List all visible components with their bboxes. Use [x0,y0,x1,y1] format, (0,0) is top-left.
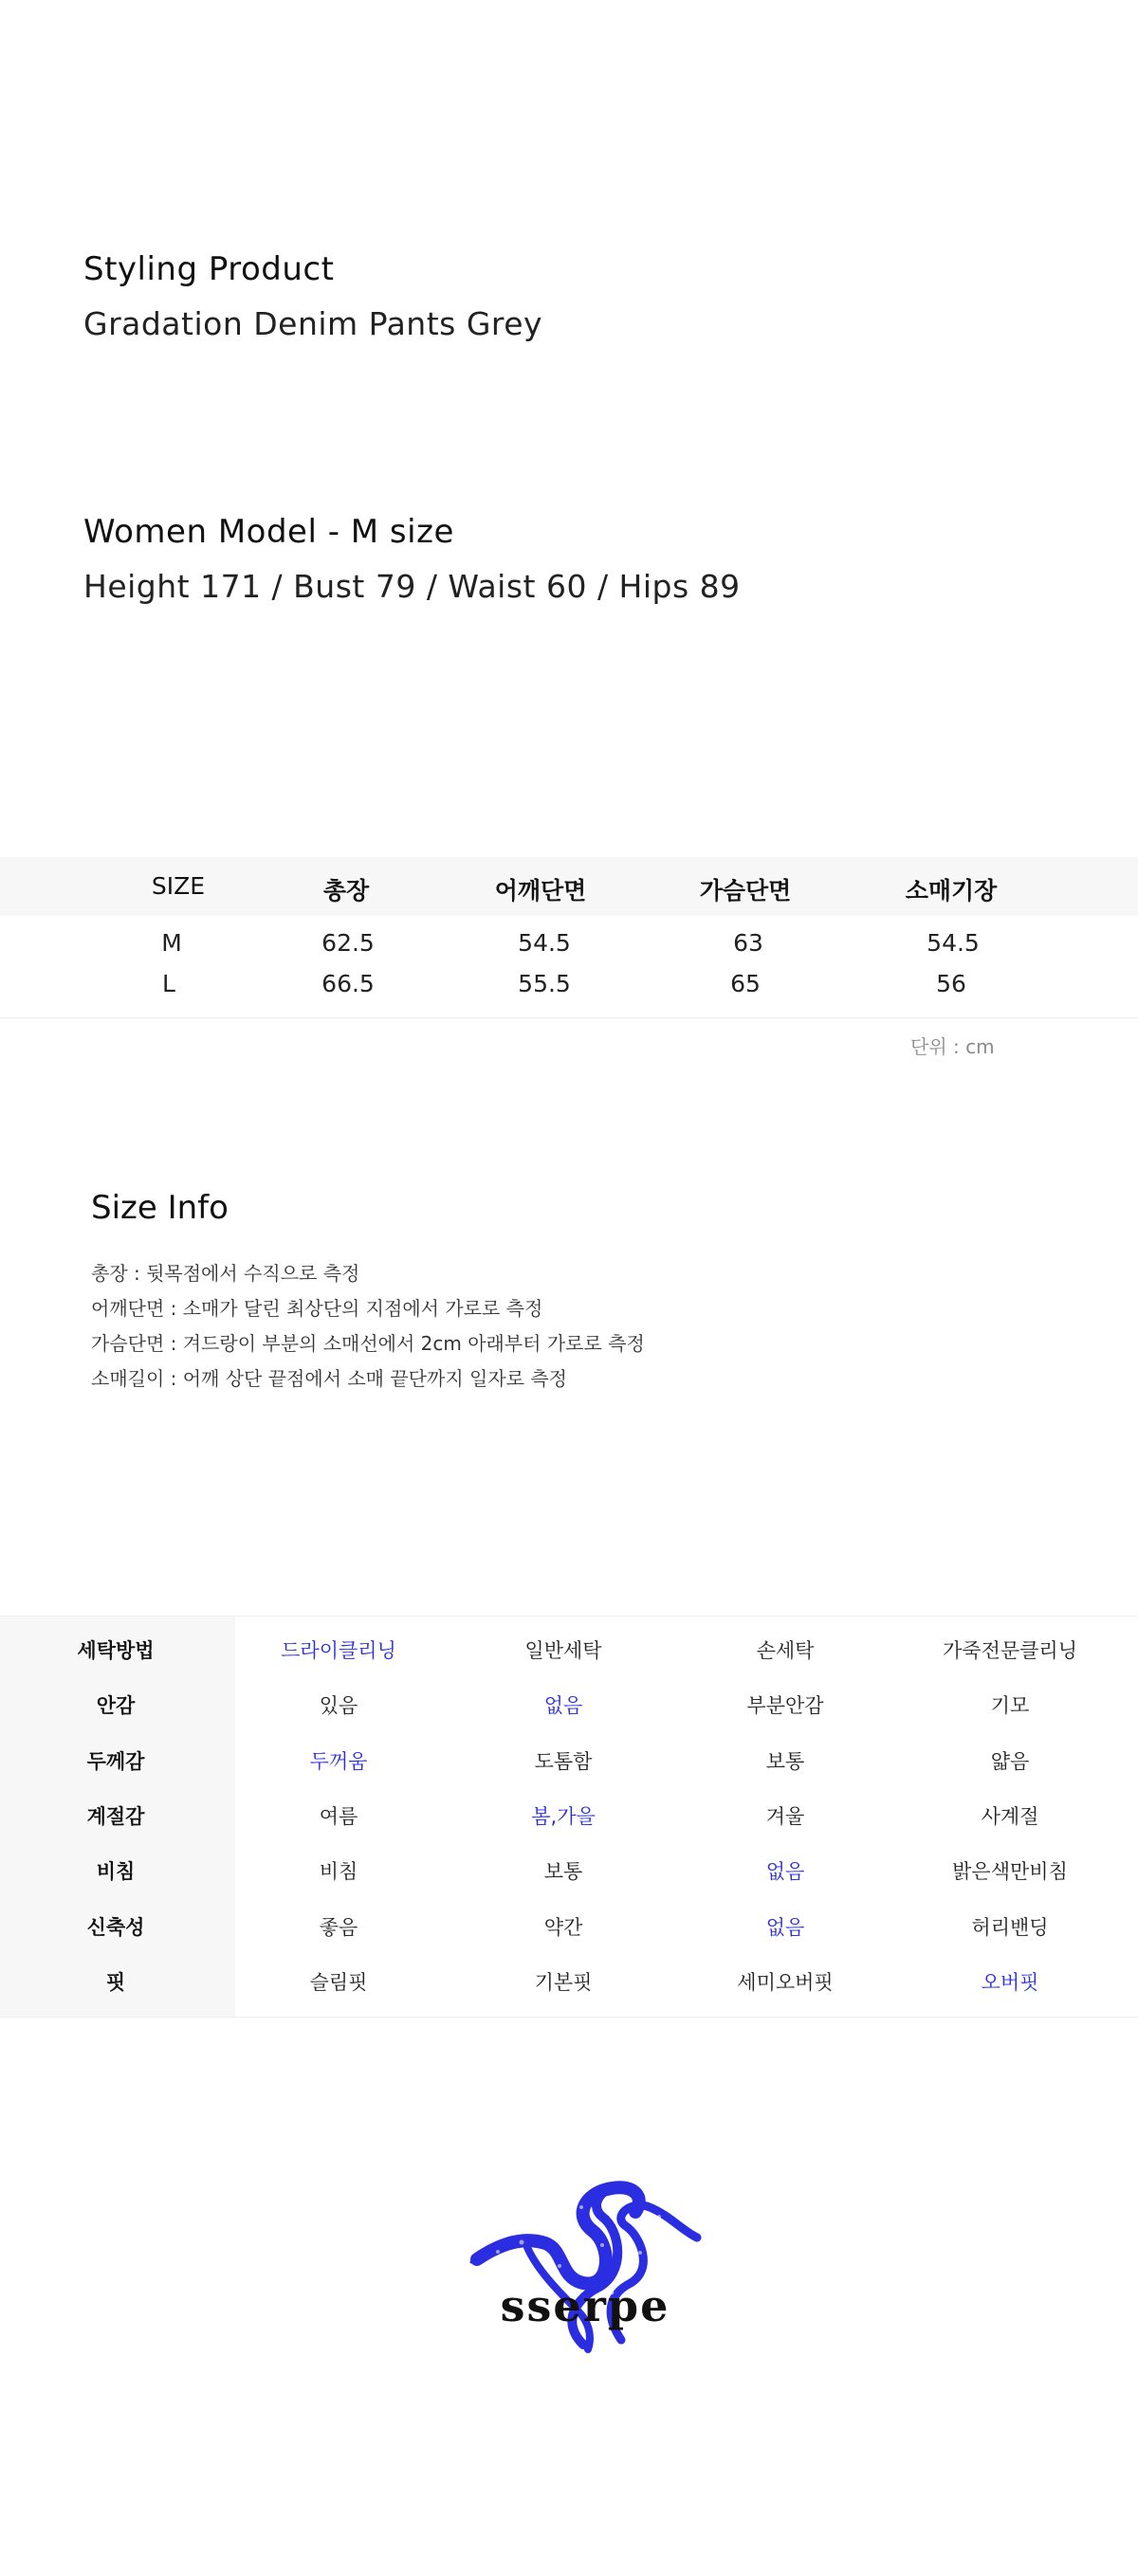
size-unit-note: 단위 : cm [910,1035,995,1058]
size-info-line: 가슴단면 : 겨드랑이 부분의 소매선에서 2cm 아래부터 가로로 측정 [91,1332,645,1355]
care-option-selected: 드라이클리닝 [281,1639,396,1662]
care-option-selected: 없음 [543,1694,583,1718]
care-row [0,1901,1138,1956]
size-header-size: SIZE [151,872,206,900]
size-header-sleeve: 소매기장 [905,877,998,904]
styling-product-name: Gradation Denim Pants Grey [83,305,543,342]
care-row-label: 계절감 [86,1804,145,1828]
care-option: 가죽전문클리닝 [942,1639,1078,1662]
size-info-line: 소매길이 : 어깨 상단 끝점에서 소매 끝단까지 일자로 측정 [91,1367,567,1390]
care-option-selected: 오버핏 [981,1970,1039,1994]
care-option: 세미오버핏 [737,1970,834,1994]
size-info-line: 어깨단면 : 소매가 달린 최상단의 지점에서 가로로 측정 [91,1297,543,1320]
size-row [0,929,1138,963]
size-cell: 55.5 [518,970,571,997]
care-row-label: 두께감 [86,1749,145,1773]
size-cell: 62.5 [321,929,375,957]
logo-wordmark: sserpe [500,2280,670,2331]
care-option-selected: 두꺼움 [309,1749,368,1773]
brand-logo [469,2179,702,2354]
care-table [0,1616,1138,2018]
care-row-label: 핏 [105,1970,126,1994]
care-row [0,1790,1138,1845]
care-option: 도톰함 [534,1749,593,1773]
size-cell: 54.5 [518,929,571,957]
care-row [0,1735,1138,1790]
size-header-shoulder: 어깨단면 [494,877,587,904]
care-option: 사계절 [981,1804,1039,1828]
care-option: 슬림핏 [309,1970,368,1994]
size-cell: 66.5 [321,970,375,997]
styling-title: Styling Product [83,250,335,288]
size-info-title: Size Info [91,1189,229,1227]
care-option: 비침 [319,1860,358,1884]
care-option: 일반세탁 [524,1639,602,1662]
size-table-divider [0,1017,1138,1018]
care-option: 부분안감 [746,1694,824,1718]
care-option-selected: 봄,가을 [531,1804,596,1828]
care-option: 얇음 [990,1749,1030,1773]
care-option: 약간 [543,1915,583,1939]
care-row-label: 안감 [96,1694,136,1718]
care-option: 보통 [543,1860,583,1884]
care-option: 기본핏 [534,1970,593,1994]
size-cell: 63 [733,929,763,957]
care-option: 밝은색만비침 [952,1860,1068,1884]
care-option: 좋음 [319,1915,358,1939]
snake-logo-icon [469,2179,702,2354]
care-row [0,1624,1138,1679]
care-option-selected: 없음 [765,1860,805,1884]
care-row-label: 신축성 [86,1915,145,1939]
size-row [0,970,1138,1004]
care-option-selected: 없음 [765,1915,805,1939]
size-cell: M [161,929,182,957]
care-option: 여름 [319,1804,358,1828]
care-option: 있음 [319,1694,358,1718]
care-row [0,1845,1138,1900]
care-row [0,1956,1138,2011]
care-option: 허리밴딩 [971,1915,1049,1939]
care-row [0,1679,1138,1734]
model-title: Women Model - M size [83,513,454,551]
care-option: 겨울 [765,1804,805,1828]
size-cell: L [162,970,175,997]
care-option: 보통 [765,1749,805,1773]
size-table-header [0,857,1138,916]
size-cell: 56 [936,970,966,997]
size-header-chest: 가슴단면 [699,877,792,904]
care-option: 손세탁 [756,1639,815,1662]
model-measurements: Height 171 / Bust 79 / Waist 60 / Hips 89 [83,568,741,605]
size-cell: 65 [730,970,761,997]
size-info-line: 총장 : 뒷목점에서 수직으로 측정 [91,1262,360,1285]
care-row-label: 세탁방법 [77,1639,155,1662]
care-option: 기모 [990,1694,1030,1718]
care-row-label: 비침 [96,1860,136,1884]
size-header-length: 총장 [322,877,370,904]
size-cell: 54.5 [927,929,980,957]
